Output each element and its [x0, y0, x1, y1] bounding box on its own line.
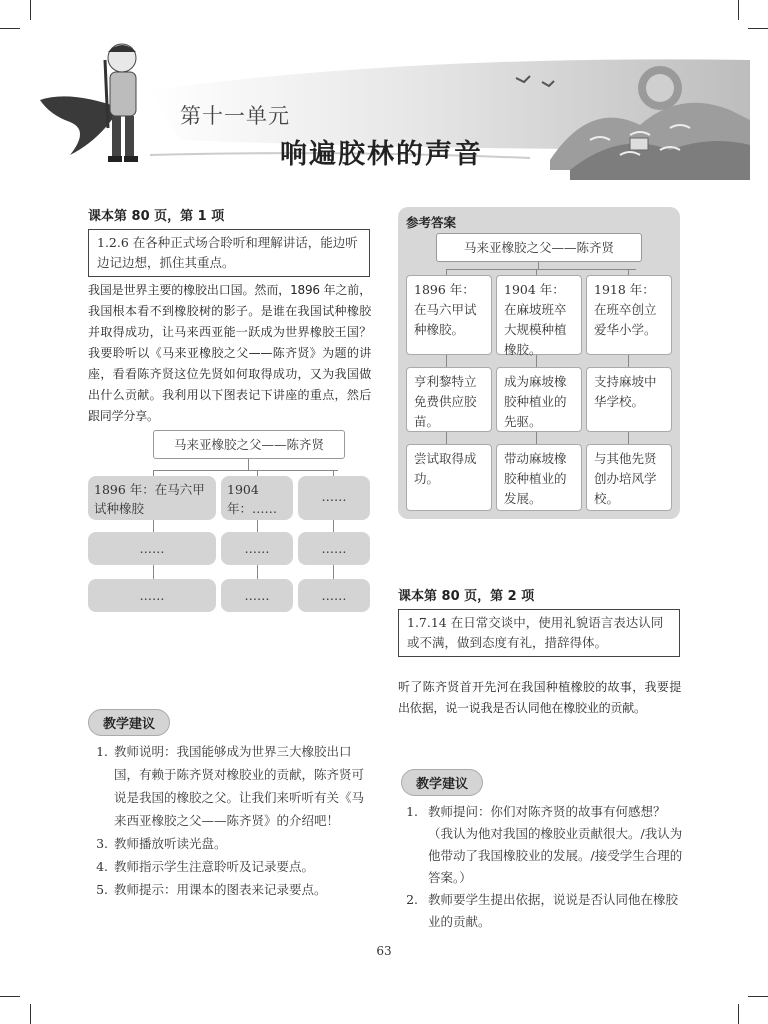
right-paragraph: 听了陈齐贤首开先河在我国种植橡胶的故事，我要提出依据，说一说我是否认同他在橡胶业的贡献。	[398, 680, 681, 715]
left-chart-cell: ……	[221, 579, 293, 612]
left-section-heading: 课本第 80 页，第 1 项	[88, 209, 225, 224]
reference-answer-panel	[398, 207, 680, 519]
unit-label: 第十一单元	[180, 104, 290, 128]
crop-mark	[0, 996, 20, 997]
left-chart-cell: ……	[88, 579, 216, 612]
crop-mark	[30, 1004, 31, 1024]
answer-chart-cell: 1904 年：在麻坡班卒大规模种植橡胶。	[496, 275, 582, 355]
teaching-suggestion-label: 教学建议	[401, 769, 483, 796]
crop-mark	[0, 28, 20, 29]
crop-mark	[738, 1004, 739, 1024]
list-item: 1. 教师说明：我国能够成为世界三大橡胶出口国，有赖于陈齐贤对橡胶业的贡献，陈齐贤可说是我国的橡胶之父。让我们来听听有关《马来西亚橡胶之父——陈齐贤》的介绍吧！	[96, 744, 365, 828]
answer-chart-cell: 亨利黎特立免费供应胶苗。	[406, 367, 492, 432]
left-chart-cell: ……	[221, 532, 293, 565]
answer-chart-cell: 与其他先贤创办培风学校。	[586, 444, 672, 511]
unit-title: 响遍胶林的声音	[280, 139, 483, 170]
list-item: 5. 教师提示：用课本的图表来记录要点。	[96, 882, 327, 897]
right-suggestion-list	[398, 801, 683, 933]
left-paragraph: 我国是世界主要的橡胶出口国。然而，1896 年之前，我国根本看不到橡胶树的影子。是谁在我国试种橡胶并取得成功，让马来西亚能一跃成为世界橡胶王国？我要聆听以《马来亚橡胶之父——陈齐贤》为题的讲座，看看陈齐贤这位先贤如何取得成功，又为我国做出什么贡献。我利用以下图表记下讲座的重点，然后跟同学分享。	[88, 283, 371, 423]
list-item: 3. 教师播放听读光盘。	[96, 836, 227, 851]
right-standard-box: 1.7.14 在日常交谈中，使用礼貌语言表达认同或不满，做到态度有礼，措辞得体。	[398, 609, 680, 657]
left-chart-cell: 1904 年：……	[221, 476, 293, 520]
boy-figure	[105, 44, 138, 162]
right-section-heading: 课本第 80 页，第 2 项	[398, 589, 535, 604]
answer-chart-cell: 支持麻坡中华学校。	[586, 367, 672, 432]
left-chart-cell: 1896 年：在马六甲试种橡胶	[88, 476, 216, 520]
crop-mark	[30, 0, 31, 20]
left-standard-box: 1.2.6 在各种正式场合聆听和理解讲话，能边听边记边想，抓住其重点。	[88, 229, 370, 277]
left-chart-title: 马来亚橡胶之父——陈齐贤	[153, 430, 345, 459]
teaching-suggestion-label: 教学建议	[88, 709, 170, 736]
crop-mark	[748, 996, 768, 997]
left-chart-cell: ……	[88, 532, 216, 565]
reference-answer-title: 参考答案	[406, 215, 457, 230]
answer-chart-cell: 尝试取得成功。	[406, 444, 492, 511]
answer-chart-cell: 成为麻坡橡胶种植业的先驱。	[496, 367, 582, 432]
crop-mark	[738, 0, 739, 20]
left-suggestion-list	[88, 740, 370, 901]
left-chart	[88, 430, 370, 615]
answer-chart-cell: 1918 年：在班卒创立爱华小学。	[586, 275, 672, 355]
left-chart-cell: ……	[298, 579, 370, 612]
crop-mark	[748, 28, 768, 29]
left-chart-cell: ……	[298, 532, 370, 565]
list-item: 1. 教师提问：你们对陈齐贤的故事有何感想？（我认为他对我国的橡胶业贡献很大。/我认为他带动了我国橡胶业的发展。/接受学生合理的答案。）	[406, 804, 683, 885]
list-item: 4. 教师指示学生注意聆听及记录要点。	[96, 859, 315, 874]
list-item: 2. 教师要学生提出依据，说说是否认同他在橡胶业的贡献。	[406, 892, 679, 929]
answer-chart-title: 马来亚橡胶之父——陈齐贤	[436, 233, 642, 262]
answer-chart-cell: 带动麻坡橡胶种植业的发展。	[496, 444, 582, 511]
answer-chart-cell: 1896 年：在马六甲试种橡胶。	[406, 275, 492, 355]
left-chart-cell: ……	[298, 476, 370, 520]
page-number: 63	[376, 944, 392, 958]
